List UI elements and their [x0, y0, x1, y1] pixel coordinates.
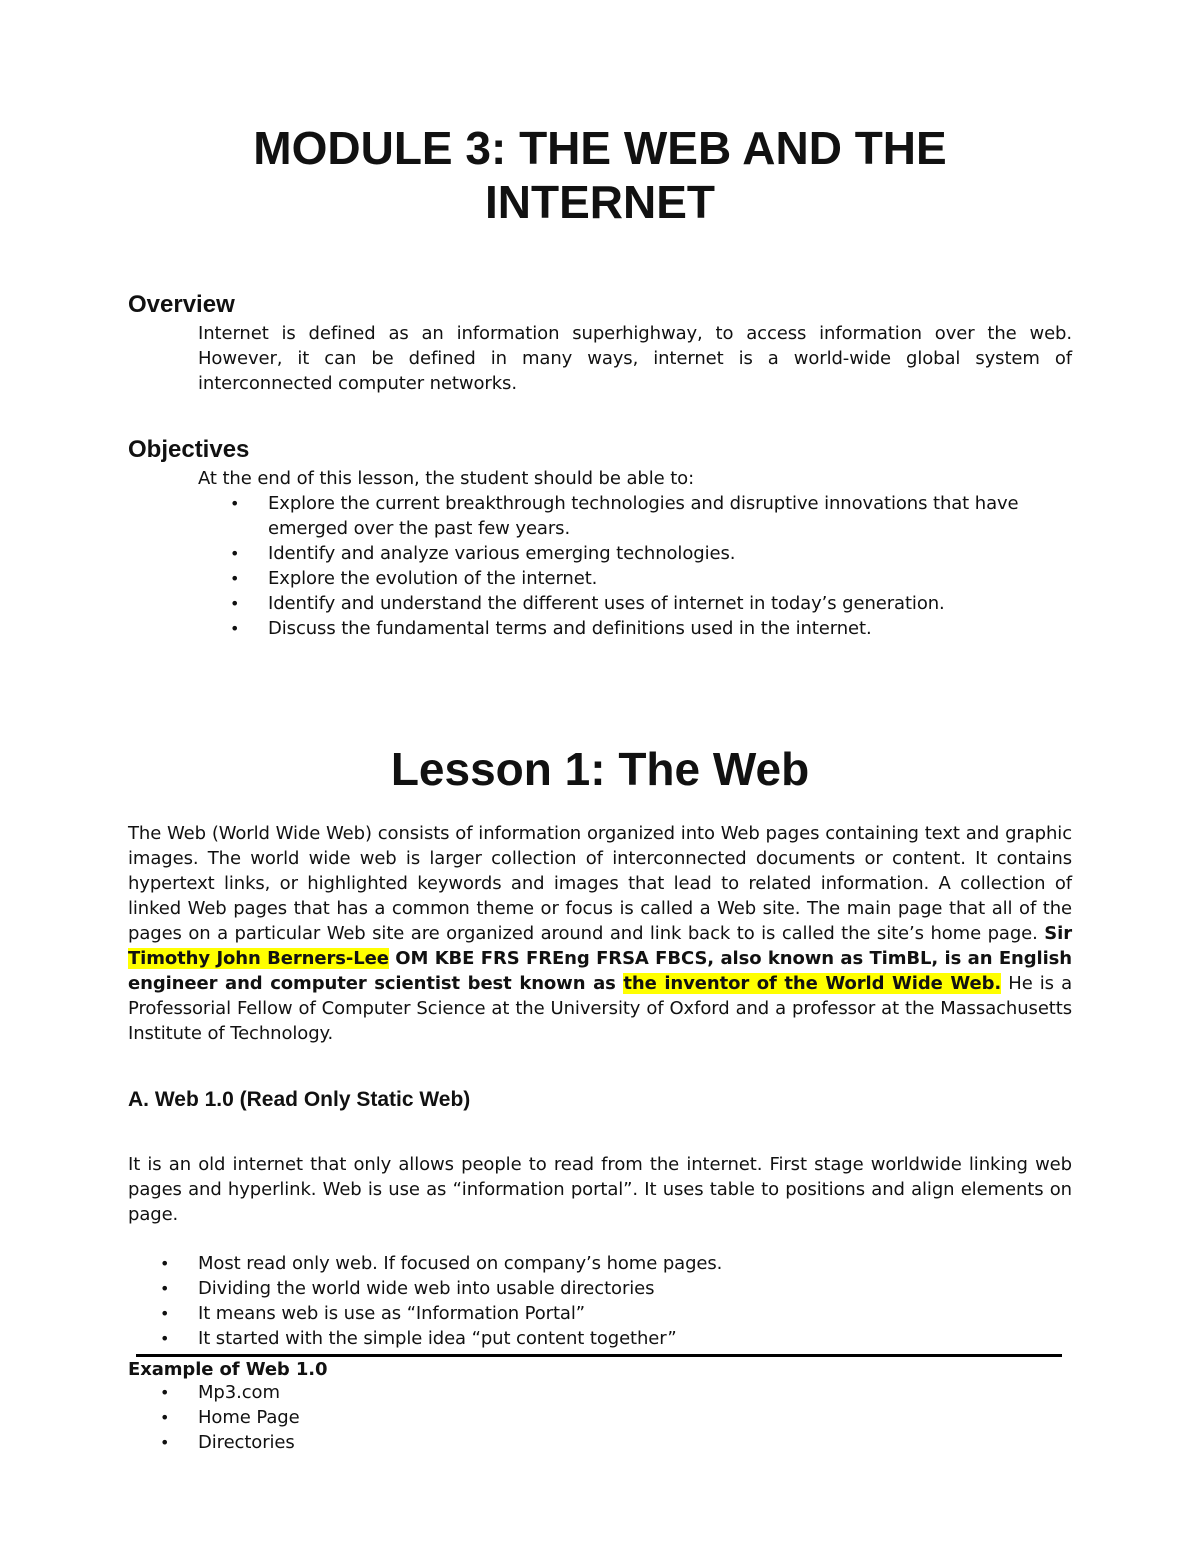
- objective-item: [230, 616, 1073, 641]
- professorship-text: He is a Professorial Fellow of Computer Science at the University of Oxford and a professor at the Massachusetts Institute of Technology.: [128, 973, 1072, 1044]
- bullet-icon: •: [160, 1433, 170, 1452]
- bullet-icon: •: [230, 544, 240, 563]
- lesson-1-paragraph: [128, 821, 1072, 1046]
- bullet-icon: •: [160, 1408, 170, 1427]
- web-1-0-item: [160, 1251, 1072, 1276]
- web-1-0-item-text: It means web is use as “Information Portal”: [198, 1303, 585, 1324]
- web-1-0-examples-list: [160, 1380, 1072, 1455]
- web-1-0-list: [160, 1251, 1072, 1351]
- web-1-0-heading: A. Web 1.0 (Read Only Static Web): [128, 1088, 471, 1111]
- berners-lee-bio-text: OM KBE FRS FREng FRSA FBCS, also known as TimBL, is an English engineer and computer scientist best known as: [128, 948, 1072, 994]
- example-item: [160, 1380, 1072, 1405]
- bullet-icon: •: [230, 569, 240, 588]
- bullet-icon: •: [160, 1254, 170, 1273]
- example-text: Home Page: [198, 1407, 300, 1428]
- objective-item: [230, 541, 1073, 566]
- bullet-icon: •: [160, 1383, 170, 1402]
- overview-text: Internet is defined as an information superhighway, to access information over the web. However, it can be defined in many ways, internet is a world-wide global system of interconnected computer networks.: [198, 323, 1072, 394]
- sir-text: Sir: [1044, 923, 1072, 944]
- example-text: Mp3.com: [198, 1382, 280, 1403]
- web-definition-text: The Web (World Wide Web) consists of information organized into Web pages containing text and graphic images. The world wide web is larger collection of interconnected documents or content. It contains hypertext links, or highlighted keywords and images that lead to related information. A collection of linked Web pages that has a common theme or focus is called a Web site. The main page that all of the pages on a particular Web site are organized around and link back to is called the site’s home page.: [128, 823, 1072, 944]
- objective-text: Explore the current breakthrough technologies and disruptive innovations that have emerged over the past few years.: [268, 493, 1019, 539]
- bullet-icon: •: [230, 594, 240, 613]
- bullet-icon: •: [160, 1279, 170, 1298]
- bullet-icon: •: [230, 619, 240, 638]
- overview-heading: Overview: [128, 291, 235, 318]
- example-item: [160, 1405, 1072, 1430]
- berners-lee-name-highlight: Timothy John Berners-Lee: [128, 948, 389, 969]
- example-text: Directories: [198, 1432, 295, 1453]
- lesson-1-title: Lesson 1: The Web: [390, 743, 810, 795]
- objectives-heading: Objectives: [128, 436, 250, 463]
- objective-text: Explore the evolution of the internet.: [268, 568, 598, 589]
- web-1-0-item: [160, 1276, 1072, 1301]
- objective-item: [230, 591, 1073, 616]
- objectives-intro: At the end of this lesson, the student should be able to:: [198, 468, 695, 489]
- web-1-0-item-text: Most read only web. If focused on company’s home pages.: [198, 1253, 723, 1274]
- objective-text: Discuss the fundamental terms and definitions used in the internet.: [268, 618, 872, 639]
- bullet-icon: •: [160, 1329, 170, 1348]
- bullet-icon: •: [160, 1304, 170, 1323]
- objectives-list: [230, 491, 1073, 641]
- module-title: [128, 121, 1072, 229]
- objective-item: [230, 566, 1073, 591]
- module-title-line-1: MODULE 3: THE WEB AND THE: [253, 122, 947, 174]
- bullet-icon: •: [230, 494, 240, 513]
- example-item: [160, 1430, 1072, 1455]
- web-1-0-item-text: Dividing the world wide web into usable directories: [198, 1278, 655, 1299]
- module-title-line-2: INTERNET: [485, 176, 715, 228]
- web-1-0-item: [160, 1301, 1072, 1326]
- web-1-0-item-text: It started with the simple idea “put content together”: [198, 1328, 677, 1349]
- objective-text: Identify and understand the different uses of internet in today’s generation.: [268, 593, 945, 614]
- objective-item: [230, 491, 1073, 541]
- web-1-0-description: It is an old internet that only allows people to read from the internet. First stage worldwide linking web pages and hyperlink. Web is use as “information portal”. It uses table to positions and align elements on page.: [128, 1154, 1072, 1225]
- web-1-0-item: [160, 1326, 1072, 1351]
- objective-text: Identify and analyze various emerging technologies.: [268, 543, 736, 564]
- inventor-highlight: the inventor of the World Wide Web.: [623, 973, 1002, 994]
- web-1-0-example-heading: Example of Web 1.0: [128, 1359, 328, 1380]
